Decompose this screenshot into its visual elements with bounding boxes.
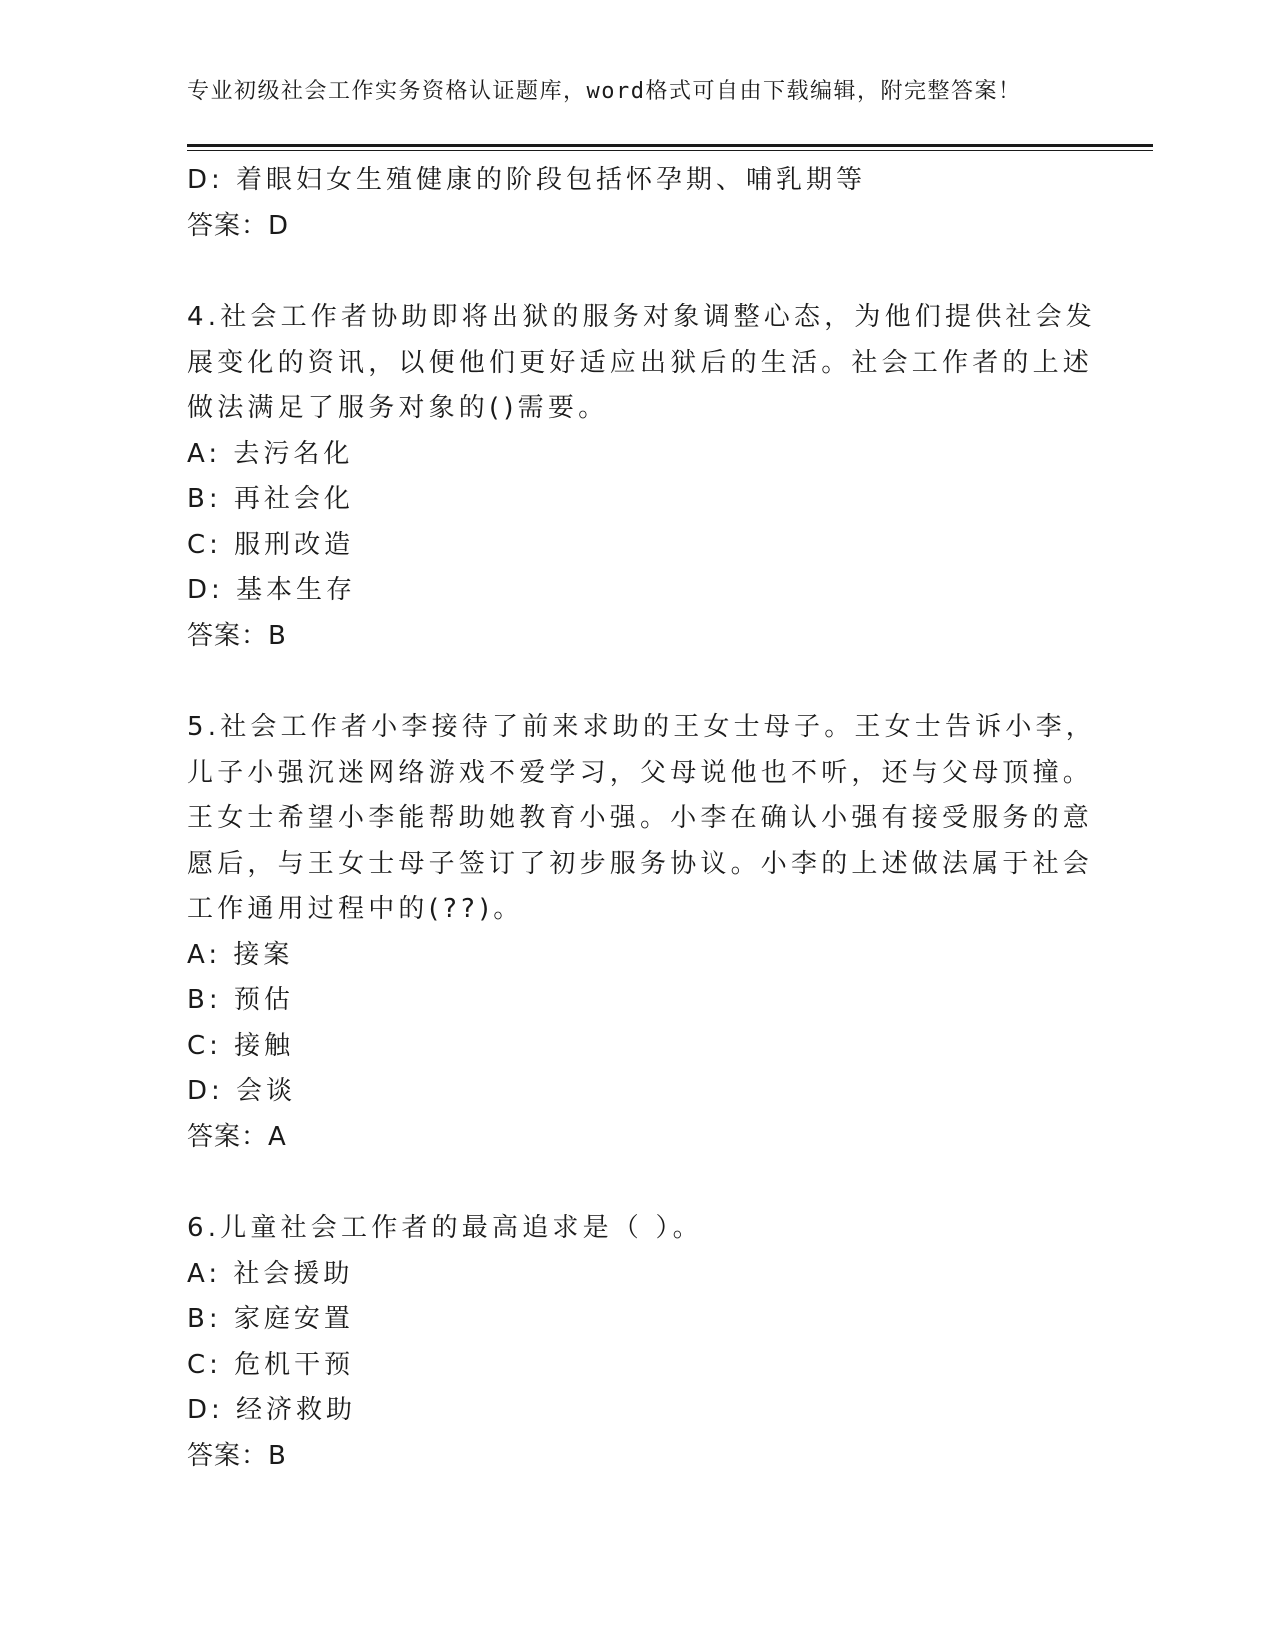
question-stem-line: 愿后，与王女士母子签订了初步服务协议。小李的上述做法属于社会 (187, 848, 1094, 879)
answer-line: 答案：D (187, 210, 290, 241)
page-header: 专业初级社会工作实务资格认证题库，word格式可自由下载编辑，附完整答案！ (187, 79, 1022, 104)
question-block-4 (187, 295, 1097, 659)
option-a: A: 社会援助 (187, 1258, 354, 1289)
option-b: B: 预估 (187, 985, 294, 1015)
spacer (187, 249, 1067, 295)
question-stem-line: 做法满足了服务对象的()需要。 (187, 393, 609, 423)
answer-line: 答案：A (187, 1121, 287, 1152)
question-content (187, 158, 1097, 1479)
question-block-6 (187, 1206, 1067, 1479)
option-d: D: 经济救助 (187, 1395, 357, 1425)
option-d: D: 着眼妇女生殖健康的阶段包括怀孕期、哺乳期等 (187, 165, 867, 195)
header-divider-thick (187, 144, 1153, 147)
question-stem-line: 5.社会工作者小李接待了前来求助的王女士母子。王女士告诉小李， (187, 712, 1097, 742)
option-a: A: 去污名化 (187, 438, 354, 469)
question-stem-line: 4.社会工作者协助即将出狱的服务对象调整心态，为他们提供社会发 (187, 302, 1097, 332)
question-stem-line: 展变化的资讯，以便他们更好适应出狱后的生活。社会工作者的上述 (187, 347, 1094, 378)
option-d: D: 基本生存 (187, 575, 357, 605)
question-stem-line: 工作通用过程中的(??)。 (187, 894, 524, 924)
question-block-5 (187, 705, 1097, 1160)
question-stem-line: 儿子小强沉迷网络游戏不爱学习，父母说他也不听，还与父母顶撞。 (187, 757, 1094, 788)
header-divider-thin (187, 150, 1153, 151)
option-d: D: 会谈 (187, 1076, 297, 1106)
option-b: B: 家庭安置 (187, 1304, 354, 1334)
carryover-block (187, 158, 1067, 249)
answer-line: 答案：B (187, 620, 287, 651)
question-stem-line: 6.儿童社会工作者的最高追求是（ ）。 (187, 1213, 703, 1243)
option-c: C: 服刑改造 (187, 529, 355, 560)
option-a: A: 接案 (187, 939, 294, 970)
option-c: C: 接触 (187, 1030, 295, 1061)
option-b: B: 再社会化 (187, 484, 354, 514)
option-c: C: 危机干预 (187, 1349, 355, 1380)
spacer (187, 659, 1067, 705)
answer-line: 答案：B (187, 1440, 287, 1471)
spacer (187, 1160, 1067, 1206)
question-stem-line: 王女士希望小李能帮助她教育小强。小李在确认小强有接受服务的意 (187, 803, 1094, 833)
